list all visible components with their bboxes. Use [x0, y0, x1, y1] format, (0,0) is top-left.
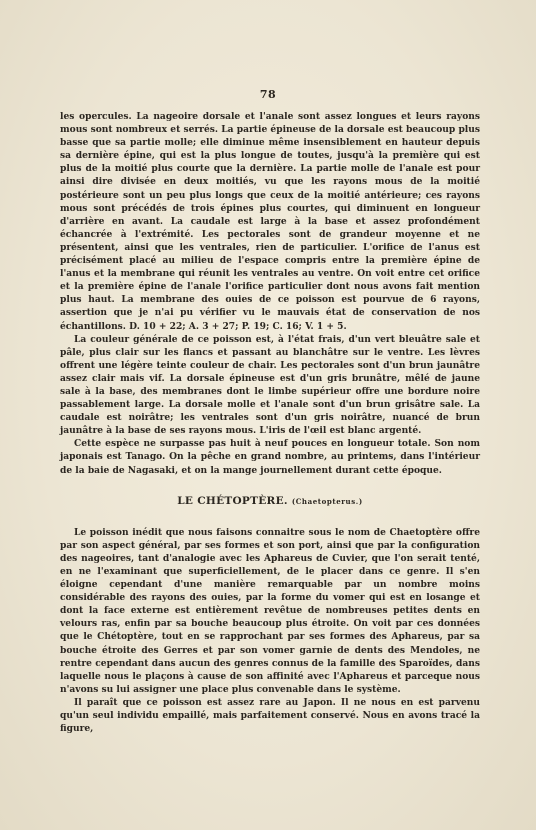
paragraph-genus-introduction: Le poisson inédit que nous faisons connaitre sous le nom de Chaetoptère offre par son aspect général, par ses formes et son port, ainsi que par la configuration des nageoires, tant d'analogie avec les Aphareus de Cuvier, que l'on serait tenté, en ne l'examinant que superficiellement, de le placer dans ce genre. Il s'en éloigne cependant d'une manière remarquable par un nombre moins considérable des rayons des ouies, par la forme du vomer qui est en losange et dont la face externe est entièrement revêtue de nombreuses petites dents en velours ras, enfin par sa bouche beaucoup plus étroite. On voit par ces données que le Chétoptère, tout en se rapprochant par ses formes des Aphareus, par sa bouche étroite des Gerres et par son vomer garnie de dents des Mendoles, ne rentre cependant dans aucun des genres connus de la famille des Sparoïdes, dans laquelle nous le plaçons à cause de son affinité avec l'Aphareus et parceque nous n'avons su lui assigner une place plus convenable dans le système.	[60, 526, 480, 695]
section-title: LE CHÉTOPTÈRE.	[177, 494, 288, 507]
section-heading	[60, 495, 480, 508]
body-text	[60, 110, 480, 735]
section-latin-name: (Chaetopterus.)	[291, 496, 363, 506]
paragraph-rarity: Il paraît que ce poisson est assez rare au Japon. Il ne nous en est parvenu qu'un seul individu empaillé, mais parfaitement conservé. Nous en avons tracé la figure,	[60, 696, 480, 735]
paragraph-description: les opercules. La nageoire dorsale et l'anale sont assez longues et leurs rayons mous sont nombreux et serrés. La partie épineuse de la dorsale est beaucoup plus basse que sa partie molle; elle diminue même insensiblement en hauteur depuis sa dernière épine, qui est la plus longue de toutes, jusqu'à la première qui est plus de la moitié plus courte que la dernière. La partie molle de l'anale est pour ainsi dire divisée en deux moitiés, vu que les rayons mous de la moitié postérieure sont un peu plus longs que ceux de la moitié antérieure; ces rayons mous sont précédés de trois épines plus courtes, qui diminuent en longueur d'arrière en avant. La caudale est large à la base et assez profondément échancrée à l'extrémité. Les pectorales sont de grandeur moyenne et ne présentent, ainsi que les ventrales, rien de particulier. L'orifice de l'anus est précisément placé au milieu de l'espace compris entre la première épine de l'anus et la membrane qui réunit les ventrales au ventre. On voit entre cet orifice et la première épine de l'anale l'orifice particulier dont nous avons fait mention plus haut. La membrane des ouies de ce poisson est pourvue de 6 rayons, assertion que je n'ai pu vérifier vu le mauvais état de conservation de nos échantillons. D. 10 + 22; A. 3 + 27; P. 19; C. 16; V. 1 + 5.	[60, 111, 480, 332]
page-number: 78	[259, 88, 277, 101]
paragraph-coloration: La couleur générale de ce poisson est, à l'état frais, d'un vert bleuâtre sale et pâle, plus clair sur les flancs et passant au blanchâtre sur le ventre. Les lèvres offrent une légère teinte couleur de chair. Les pectorales sont d'un brun jaunâtre assez clair mais vif. La dorsale épineuse est d'un gris brunâtre, mêlé de jaune sale à la base, des membranes dont le limbe supérieur offre une bordure noire passablement large. La dorsale molle et l'anale sont d'un brun grisâtre sale. La caudale est noirâtre; les ventrales sont d'un gris noirâtre, nuancé de brun jaunâtre à la base de ses rayons mous. L'iris de l'œil est blanc argenté.	[60, 333, 480, 437]
paragraph-size-and-name: Cette espèce ne surpasse pas huit à neuf pouces en longueur totale. Son nom japonais est Tanago. On la pêche en grand nombre, au printems, dans l'intérieur de la baie de Nagasaki, et on la mange journellement durant cette époque.	[60, 438, 480, 476]
